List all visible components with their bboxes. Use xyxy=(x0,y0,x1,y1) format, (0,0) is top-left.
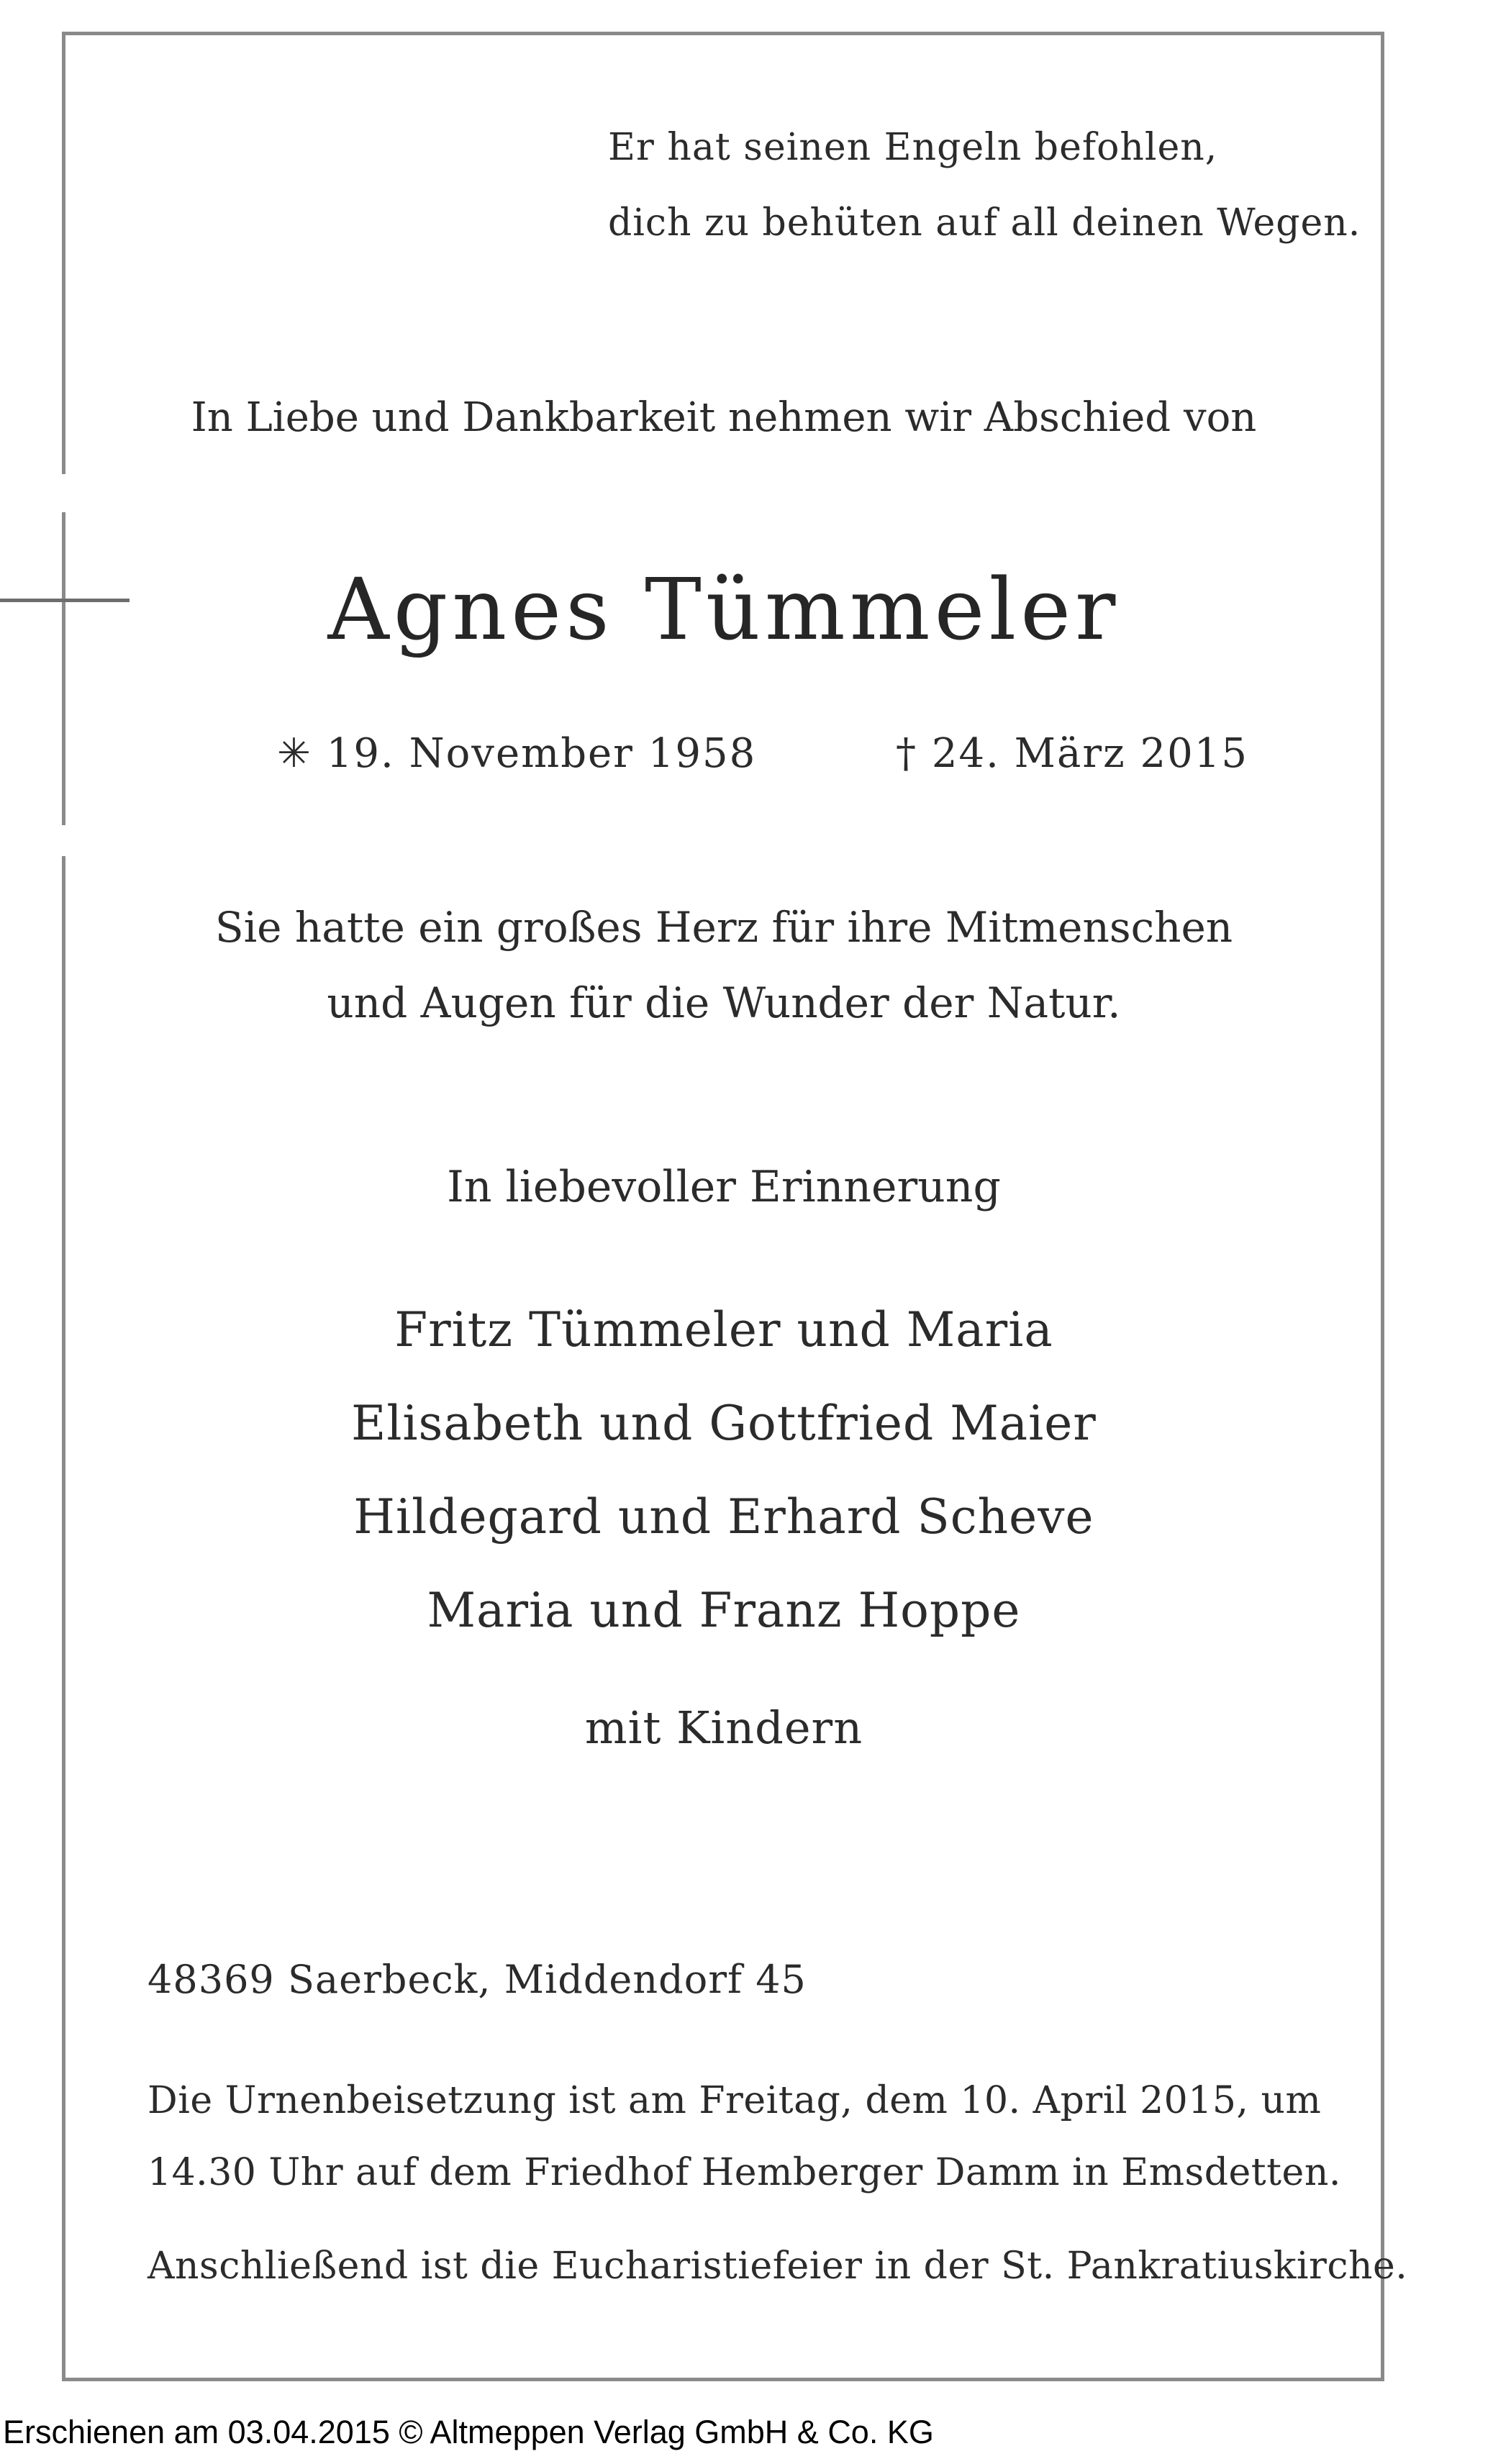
service-line-1: Die Urnenbeisetzung ist am Freitag, dem 10. April 2015, um xyxy=(148,2079,1322,2122)
family-member-4: Maria und Franz Hoppe xyxy=(427,1583,1021,1638)
family-member-1: Fritz Tümmeler und Maria xyxy=(394,1302,1053,1358)
with-children-text: mit Kindern xyxy=(584,1701,863,1754)
family-member-3: Hildegard und Erhard Scheve xyxy=(353,1489,1094,1545)
address: 48369 Saerbeck, Middendorf 45 xyxy=(148,1957,807,2002)
verse-line-1: Er hat seinen Engeln befohlen, xyxy=(608,126,1218,169)
verse-line-2: dich zu behüten auf all deinen Wegen. xyxy=(608,201,1361,245)
family-member-2: Elisabeth und Gottfried Maier xyxy=(351,1396,1097,1451)
death-date-text: 24. März 2015 xyxy=(931,730,1248,777)
birth-symbol: ✳ xyxy=(277,730,312,777)
frame-bottom-border xyxy=(63,2378,1384,2381)
birth-date xyxy=(277,730,756,777)
birth-date-text: 19. November 1958 xyxy=(326,730,757,777)
service-line-3: Anschließend ist die Eucharistiefeier in der St. Pankratiuskirche. xyxy=(148,2245,1408,2288)
deceased-name: Agnes Tümmeler xyxy=(327,560,1120,659)
tribute-line-2: und Augen für die Wunder der Natur. xyxy=(327,978,1121,1027)
tribute-line-1: Sie hatte ein großes Herz für ihre Mitmenschen xyxy=(214,903,1233,952)
service-line-2: 14.30 Uhr auf dem Friedhof Hemberger Damm in Emsdetten. xyxy=(148,2151,1341,2194)
publication-footer: Erschienen am 03.04.2015 © Altmeppen Verlag GmbH & Co. KG xyxy=(3,2414,934,2450)
intro-text: In Liebe und Dankbarkeit nehmen wir Abschied von xyxy=(191,394,1257,441)
cross-icon: † xyxy=(896,730,917,777)
remembrance-heading: In liebevoller Erinnerung xyxy=(447,1162,1001,1212)
frame-top-border xyxy=(63,32,1384,35)
death-date xyxy=(896,730,1248,777)
